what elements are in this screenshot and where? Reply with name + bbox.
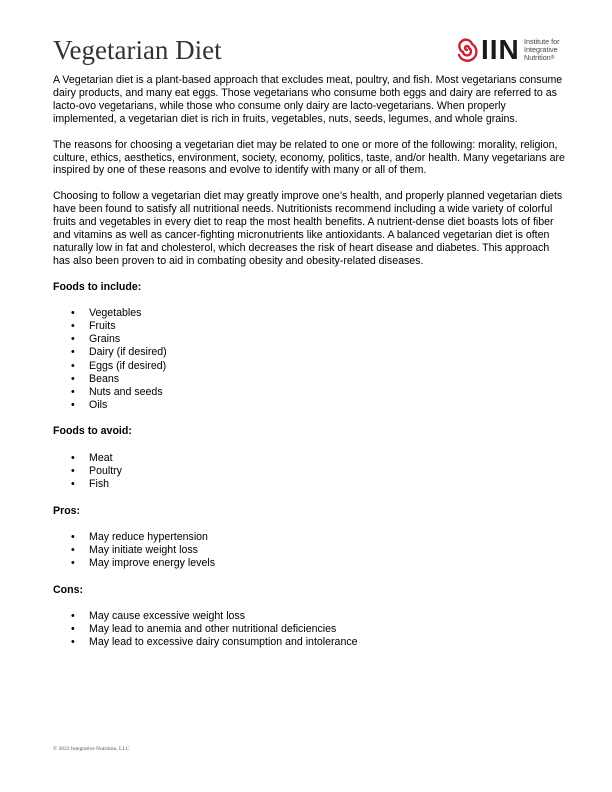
- logo-tagline-word: Nutrition: [524, 53, 551, 63]
- document-body: [53, 74, 565, 663]
- avoid-heading: Foods to avoid:: [53, 425, 132, 438]
- include-list: [53, 307, 565, 412]
- list-item: • May lead to excessive dairy consumption and intolerance: [89, 636, 565, 649]
- list-item: • May initiate weight loss: [89, 544, 565, 557]
- avoid-list: [53, 452, 565, 491]
- list-item: • Poultry: [89, 465, 565, 478]
- list-item: • Meat: [89, 452, 565, 465]
- logo-tagline-line: Institute for: [524, 37, 560, 46]
- page-title: Vegetarian Diet: [53, 35, 222, 65]
- list-item: • May lead to anemia and other nutritional deficiencies: [89, 623, 565, 636]
- list-item: • May reduce hypertension: [89, 531, 565, 544]
- logo-tagline-line: [524, 54, 560, 62]
- list-item: • Oils: [89, 399, 565, 412]
- logo-wordmark: IIN: [481, 34, 520, 65]
- logo-tagline-line: Integrative: [524, 45, 558, 55]
- list-item: • Fruits: [89, 320, 565, 333]
- pros-heading: Pros:: [53, 504, 81, 517]
- registered-mark: ®: [550, 55, 555, 62]
- copyright-footer: © 2022 Integrative Nutrition, LLC: [53, 746, 130, 752]
- include-heading: Foods to include:: [53, 280, 142, 293]
- list-item: • Grains: [89, 333, 565, 346]
- pros-list: [53, 531, 565, 570]
- list-item: • Dairy (if desired): [89, 346, 565, 359]
- list-item: • Nuts and seeds: [89, 386, 565, 399]
- list-item: • Fish: [89, 478, 565, 491]
- list-item: • Eggs (if desired): [89, 360, 565, 373]
- health-paragraph: Choosing to follow a vegetarian diet may greatly improve one’s health, and properly planned vegetarian diets have been found to satisfy all nutritional needs. Nutritionists recommend including a wide variety of colorful fruits and vegetables in every diet to reap the most health benefits. A nutrient-dense diet boasts lots of fiber and vitamins as well as cancer-fighting micronutrients like antioxidants. A balanced vegetarian diet is often naturally low in fat and cholesterol, which decreases the risk of heart disease and diabetes. This approach has also been proven to aid in combating obesity and obesity-related diseases.: [53, 190, 563, 267]
- cons-list: [53, 610, 565, 649]
- list-item: • Beans: [89, 373, 565, 386]
- intro-paragraph: A Vegetarian diet is a plant-based approach that excludes meat, poultry, and fish. Most vegetarians consume dairy products, and many eat eggs. Those vegetarians who consume both eggs and dairy are referred to as lacto-ovo vegetarians, while those who consume only dairy are lacto-vegetarians. When properly implemented, a vegetarian diet is rich in fruits, vegetables, nuts, seeds, legumes, and whole grains.: [53, 74, 563, 125]
- cons-heading: Cons:: [53, 583, 84, 596]
- spiral-logo-icon: [454, 36, 480, 64]
- list-item: • May cause excessive weight loss: [89, 610, 565, 623]
- list-item: • May improve energy levels: [89, 557, 565, 570]
- list-item: • Vegetables: [89, 307, 565, 320]
- logo-tagline: [524, 38, 560, 63]
- reasons-paragraph: The reasons for choosing a vegetarian diet may be related to one or more of the following: morality, religion, culture, ethics, aesthetics, environment, society, economy, politics, taste, and/or health. Many vegetarians are inspired by one of these reasons and evolve to identify with many or all of them.: [53, 138, 565, 177]
- iin-logo: [454, 36, 564, 66]
